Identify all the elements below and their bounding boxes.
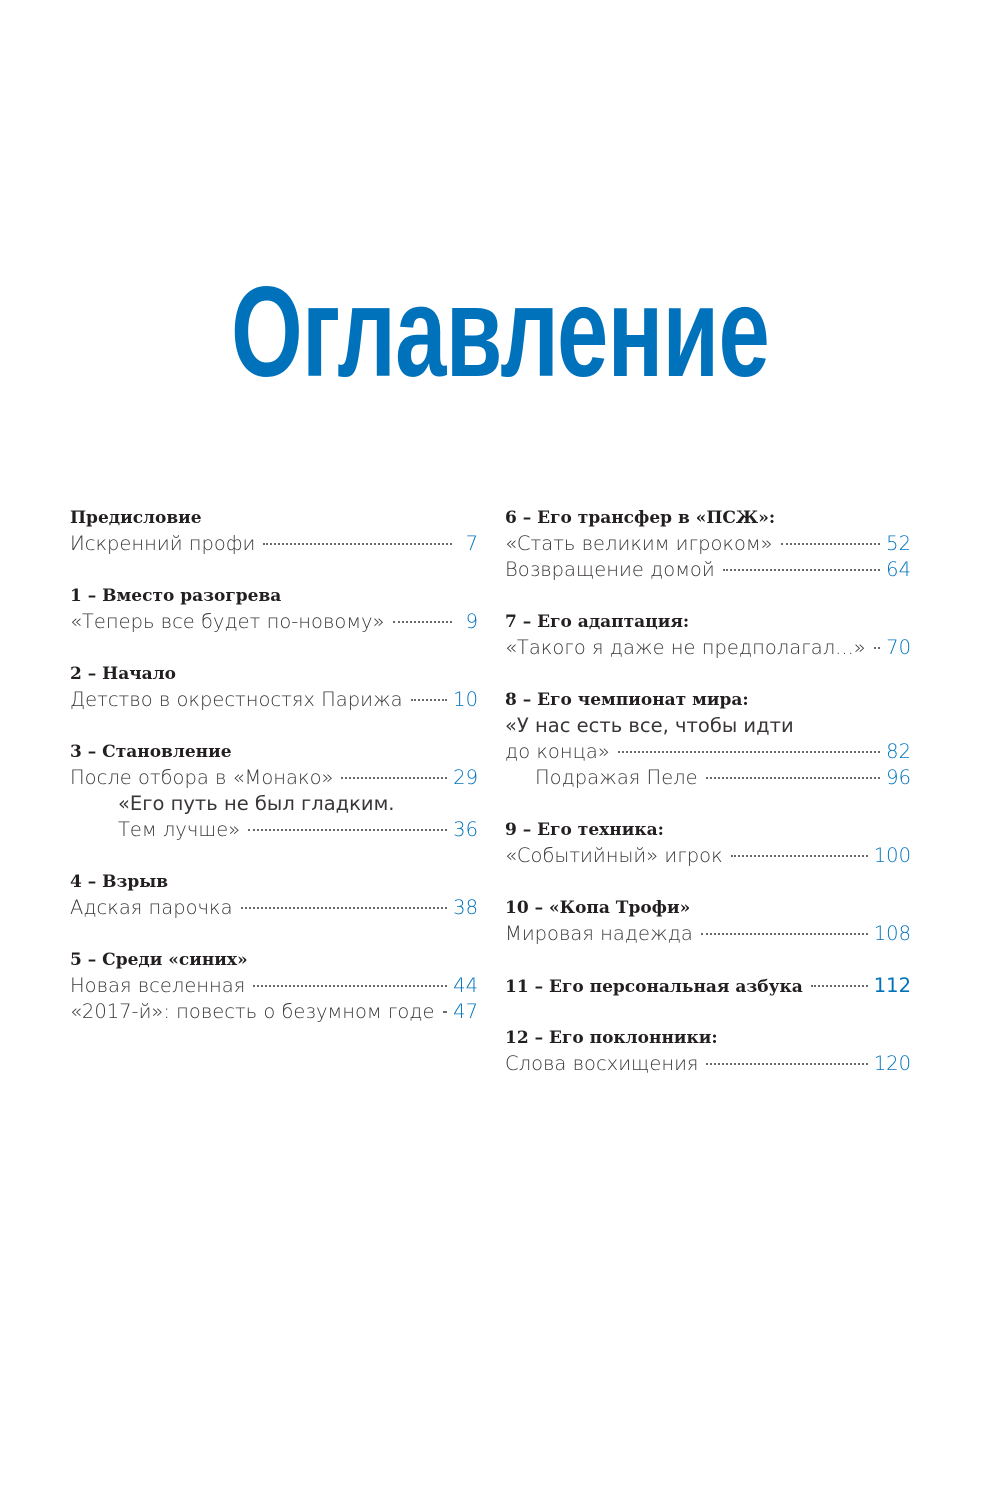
toc-entry[interactable] [505,765,911,791]
section-heading: 9 – Его техника: [505,820,664,840]
page-number: 7 [465,532,478,555]
dot-leader [411,698,448,701]
dot-leader [874,646,880,649]
dot-leader [253,984,447,987]
page-number: 100 [873,844,911,867]
dot-leader [393,620,452,623]
page-number: 112 [873,974,911,997]
dot-leader [723,568,880,571]
dot-leader [241,906,448,909]
toc-section-11 [505,973,911,999]
toc-right-column [505,505,911,1103]
page-number: 120 [873,1052,911,1075]
entry-title: Детство в окрестностях Парижа [70,688,403,711]
page-number: 82 [886,740,911,763]
toc-entry[interactable] [70,609,478,635]
page-number: 64 [886,558,911,581]
toc-entry[interactable] [505,531,911,557]
entry-title: Мировая надежда [505,922,693,945]
toc-section-1 [70,583,478,635]
entry-title: Новая вселенная [70,974,246,997]
toc-entry[interactable] [505,557,911,583]
section-heading: 3 – Становление [70,742,232,762]
toc-entry[interactable] [70,973,478,999]
section-heading: 7 – Его адаптация: [505,612,690,632]
dot-leader [811,984,868,987]
toc-section-6 [505,505,911,583]
section-heading: 5 – Среди «синих» [70,950,248,970]
toc-section-2 [70,661,478,713]
toc-entry[interactable] [70,765,478,791]
dot-leader [731,854,868,857]
toc-entry[interactable] [505,843,911,869]
toc-entry[interactable] [70,999,478,1025]
dot-leader [341,776,447,779]
page-number: 29 [453,766,478,789]
page-number: 70 [886,636,911,659]
section-heading: 10 – «Копа Трофи» [505,898,691,918]
page-number: 38 [453,896,478,919]
toc-entry[interactable] [505,973,911,999]
entry-title-line: «Его путь не был гладким. [118,792,395,815]
entry-title: «Стать великим игроком» [505,532,773,555]
toc-section-8 [505,687,911,791]
page-number: 36 [453,818,478,841]
page-number: 47 [453,1000,478,1023]
dot-leader [263,542,452,545]
dot-leader [781,542,881,545]
entry-title: «Теперь все будет по-новому» [70,610,385,633]
toc-section-preface [70,505,478,557]
entry-title: Искренний профи [70,532,256,555]
entry-title-line: «У нас есть все, чтобы идти [505,714,794,737]
toc-section-12 [505,1025,911,1077]
page-number: 10 [453,688,478,711]
entry-title: Слова восхищения [505,1052,699,1075]
entry-title: «Событийный» игрок [505,844,723,867]
toc-entry[interactable] [70,895,478,921]
toc-section-7 [505,609,911,661]
toc-entry[interactable] [70,531,478,557]
dot-leader [706,1062,867,1065]
toc-section-5 [70,947,478,1025]
page-number: 52 [886,532,911,555]
section-heading: 8 – Его чемпионат мира: [505,690,749,710]
page-number: 44 [453,974,478,997]
toc-entry[interactable] [70,687,478,713]
page-number: 9 [465,610,478,633]
page-title: Оглавление [231,261,769,404]
section-heading: 4 – Взрыв [70,872,169,892]
toc-entry[interactable] [70,817,478,843]
toc-entry[interactable] [505,921,911,947]
toc-left-column [70,505,478,1051]
toc-entry[interactable] [505,739,911,765]
dot-leader [706,776,881,779]
toc-section-10 [505,895,911,947]
section-heading: Предисловие [70,508,202,528]
dot-leader [443,1010,448,1013]
dot-leader [618,750,880,753]
entry-title: «Такого я даже не предполагал...» [505,636,866,659]
section-heading: 6 – Его трансфер в «ПСЖ»: [505,508,776,528]
entry-title: «2017-й»: повесть о безумном годе [70,1000,435,1023]
entry-title: Тем лучше» [118,818,241,841]
entry-title: Возвращение домой [505,558,715,581]
page-number: 96 [886,766,911,789]
dot-leader [248,828,447,831]
entry-title: Адская парочка [70,896,233,919]
page-number: 108 [873,922,911,945]
entry-title: до конца» [505,740,610,763]
toc-entry[interactable] [505,1051,911,1077]
section-heading: 1 – Вместо разогрева [70,586,282,606]
toc-section-4 [70,869,478,921]
section-heading: 12 – Его поклонники: [505,1028,718,1048]
entry-title: Подражая Пеле [535,766,698,789]
toc-entry[interactable] [505,635,911,661]
dot-leader [701,932,868,935]
toc-section-3 [70,739,478,843]
entry-title: После отбора в «Монако» [70,766,334,789]
section-heading: 2 – Начало [70,664,177,684]
toc-section-9 [505,817,911,869]
section-heading: 11 – Его персональная азбука [505,977,803,997]
